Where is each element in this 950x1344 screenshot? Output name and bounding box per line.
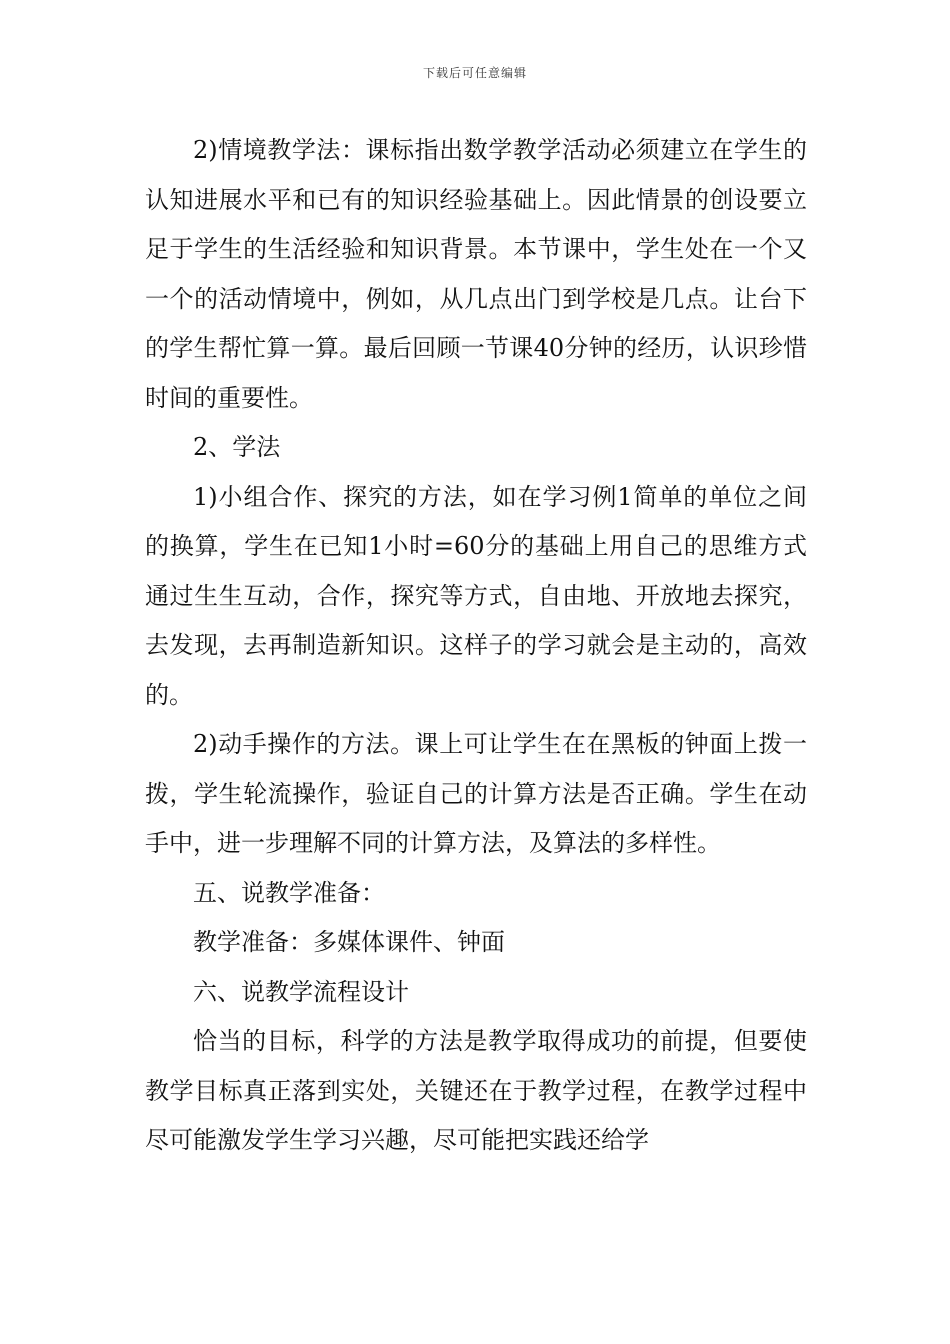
document-body xyxy=(145,126,807,1166)
paragraph-hands-on-operation: 2)动手操作的方法。课上可让学生在在黑板的钟面上拨一拨，学生轮流操作，验证自己的计算方法是否正确。学生在动手中，进一步理解不同的计算方法，及算法的多样性。 xyxy=(145,730,807,857)
paragraph-preparation-items: 教学准备：多媒体课件、钟面 xyxy=(193,928,505,956)
heading-teaching-process-design: 六、说教学流程设计 xyxy=(193,977,409,1006)
paragraph-group-cooperation: 1)小组合作、探究的方法，如在学习例1简单的单位之间的换算，学生在已知1小时=60分的基础上用自己的思维方式通过生生互动，合作，探究等方式，自由地、开放地去探究，去发现，去再制造新知识。这样子的学习就会是主动的，高效的。 xyxy=(145,482,807,709)
heading-teaching-preparation: 五、说教学准备： xyxy=(193,878,385,907)
paragraph-process-intro: 恰当的目标，科学的方法是教学取得成功的前提，但要使教学目标真正落到实处，关键还在于教学过程，在教学过程中尽可能激发学生学习兴趣，尽可能把实践还给学 xyxy=(145,1027,807,1154)
page-header-note: 下载后可任意编辑 xyxy=(422,66,527,80)
paragraph-situational-teaching: 2)情境教学法：课标指出数学教学活动必须建立在学生的认知进展水平和已有的知识经验基础上。因此情景的创设要立足于学生的生活经验和知识背景。本节课中，学生处在一个又一个的活动情境中，例如，从几点出门到学校是几点。让台下的学生帮忙算一算。最后回顾一节课40分钟的经历，认识珍惜时间的重要性。 xyxy=(145,136,807,412)
heading-learning-method: 2、学法 xyxy=(193,433,281,461)
